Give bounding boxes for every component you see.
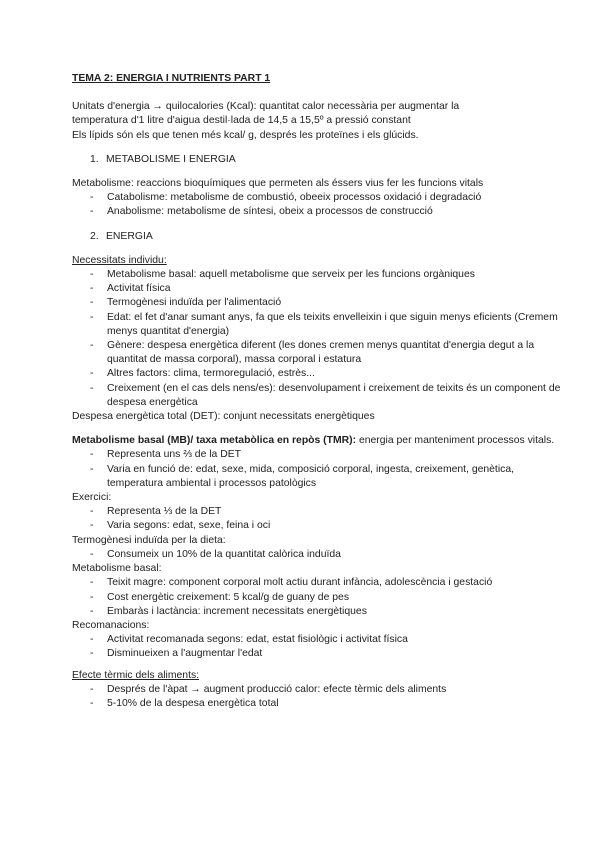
metabolisme-definition: Metabolisme: reaccions bioquímiques que permeten als éssers vius fer les funcions vitals bbox=[72, 178, 484, 190]
necessitats-heading: Necessitats individu: bbox=[72, 254, 167, 266]
list-item: - Gènere: despesa energètica diferent (les dones cremen menys quantitat d'energia degut a la quantitat de massa corporal), massa corporal i estatura bbox=[72, 339, 572, 367]
mb2-heading: Metabolisme basal: bbox=[72, 563, 162, 575]
section-1-label: METABOLISME I ENERGIA bbox=[106, 153, 236, 165]
mb2-list bbox=[72, 576, 572, 619]
intro-line-2: temperatura d'1 litre d'aigua destil·lada de 14,5 a 15,5º a pressió constant bbox=[72, 115, 411, 127]
list-item: - 5-10% de la despesa energètica total bbox=[72, 697, 572, 711]
mb-text: energia per manteniment processos vitals. bbox=[356, 435, 555, 447]
list-item: - Després de l'àpat → augment producció calor: efecte tèrmic dels aliments bbox=[72, 683, 572, 697]
list-item: - Altres factors: clima, termoregulació, estrès... bbox=[72, 367, 572, 381]
termogenesi-list bbox=[72, 548, 572, 562]
section-1-heading bbox=[72, 153, 572, 167]
list-item: - Varia segons: edat, sexe, feina i oci bbox=[72, 519, 572, 533]
mb-paragraph bbox=[72, 434, 572, 448]
mb-heading: Metabolisme basal (MB)/ taxa metabòlica en repòs (TMR): bbox=[72, 435, 357, 447]
termogenesi-heading: Termogènesi induïda per la dieta: bbox=[72, 534, 226, 546]
intro-line-3: Els lípids són els que tenen més kcal/ g, després les proteïnes i els glúcids. bbox=[72, 129, 419, 141]
list-item: - Embaràs i lactància: increment necessitats energètiques bbox=[72, 605, 572, 619]
list-item: - Metabolisme basal: aquell metabolisme que serveix per les funcions orgàniques bbox=[72, 268, 572, 282]
section-2-label: ENERGIA bbox=[106, 230, 153, 242]
necessitats-list bbox=[72, 268, 572, 410]
list-item: - Activitat física bbox=[72, 282, 572, 296]
list-item: - Representa uns ⅔ de la DET bbox=[72, 448, 572, 462]
list-item: - Teixit magre: component corporal molt actiu durant infància, adolescència i gestació bbox=[72, 576, 572, 590]
list-item: - Activitat recomanada segons: edat, estat fisiològic i activitat física bbox=[72, 633, 572, 647]
list-item: - Creixement (en el cas dels nens/es): desenvolupament i creixement de teixits és un component de despesa energètica bbox=[72, 382, 572, 410]
exercici-list bbox=[72, 505, 572, 533]
intro-line-1: Unitats d'energia → quilocalories (Kcal): quantitat calor necessària per augmentar la bbox=[72, 101, 460, 113]
section-2-number: 2. bbox=[90, 230, 99, 242]
list-item: - Catabolisme: metabolisme de combustió, obeeix processos oxidació i degradació bbox=[72, 191, 572, 205]
list-item: - Anabolisme: metabolisme de síntesi, obeix a processos de construcció bbox=[72, 205, 572, 219]
list-item: - Consumeix un 10% de la quantitat calòrica induïda bbox=[72, 548, 572, 562]
recomanacions-heading: Recomanacions: bbox=[72, 619, 150, 631]
efecte-list bbox=[72, 683, 572, 711]
efecte-heading: Efecte tèrmic dels aliments: bbox=[72, 669, 200, 681]
list-item: - Edat: el fet d'anar sumant anys, fa que els teixits envelleixin i que siguin menys eficients (Cremem menys quantitat d'energia) bbox=[72, 311, 572, 339]
metabolisme-list bbox=[72, 191, 572, 219]
list-item: - Disminueixen a l'augmentar l'edat bbox=[72, 647, 572, 661]
list-item: - Varia en funció de: edat, sexe, mida, composició corporal, ingesta, creixement, genètica, temperatura ambiental i processos patològics bbox=[72, 463, 572, 491]
list-item: - Cost energètic creixement: 5 kcal/g de guany de pes bbox=[72, 591, 572, 605]
det-definition: Despesa energètica total (DET): conjunt necessitats energètiques bbox=[72, 411, 375, 423]
exercici-heading: Exercici: bbox=[72, 492, 112, 504]
document-page bbox=[72, 72, 572, 711]
list-item: - Termogènesi induïda per l'alimentació bbox=[72, 296, 572, 310]
section-2-heading bbox=[72, 230, 572, 244]
list-item: - Representa ⅓ de la DET bbox=[72, 505, 572, 519]
document-title: TEMA 2: ENERGIA I NUTRIENTS PART 1 bbox=[72, 73, 271, 84]
section-1-number: 1. bbox=[90, 153, 99, 165]
mb-list bbox=[72, 448, 572, 491]
recomanacions-list bbox=[72, 633, 572, 661]
